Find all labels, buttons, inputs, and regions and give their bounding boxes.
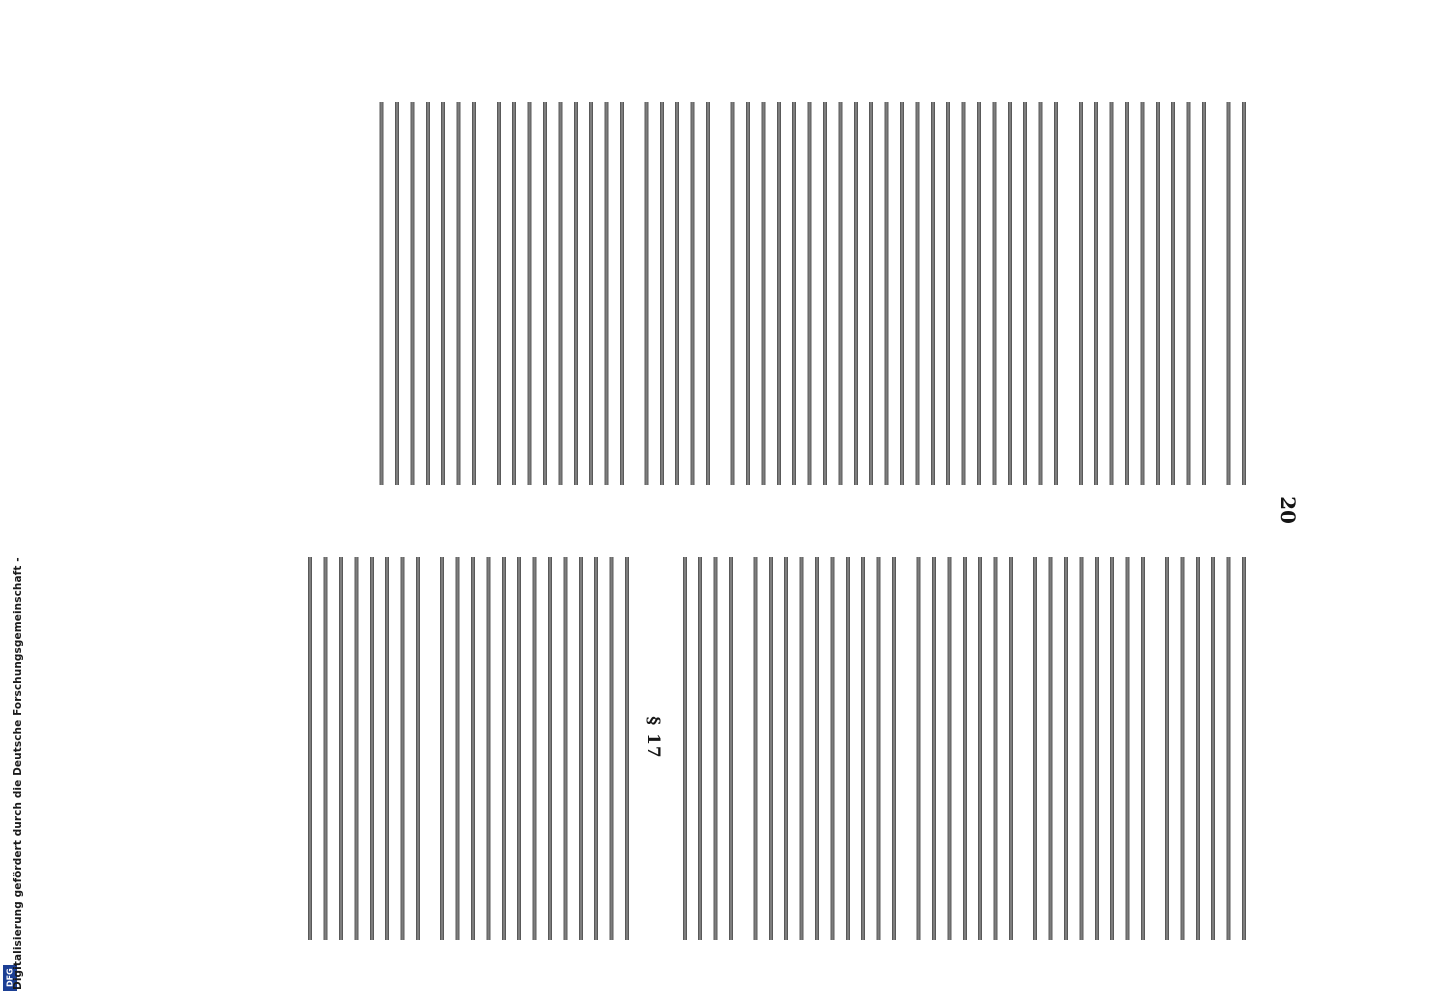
dfg-logo: DFG [3, 965, 17, 991]
funding-strip [0, 0, 22, 1000]
paragraph [1026, 535, 1149, 940]
left-column [130, 80, 1250, 485]
printed-text-lines [909, 535, 1017, 940]
printed-text-lines [1158, 535, 1250, 940]
rotated-page [112, 60, 1308, 960]
paragraph [909, 535, 1017, 940]
printed-text-lines [1071, 80, 1210, 485]
printed-text-lines [433, 535, 633, 940]
printed-text-lines [372, 80, 480, 485]
paragraph [746, 535, 900, 940]
printed-text-lines [1219, 80, 1250, 485]
section-heading: § 17 [643, 716, 663, 759]
paragraph [433, 535, 633, 940]
right-column [130, 535, 1250, 940]
paragraph [301, 535, 424, 940]
paragraph [1158, 535, 1250, 940]
paragraph [372, 80, 480, 485]
page-frame [112, 60, 1308, 960]
paragraph [1071, 80, 1210, 485]
printed-text-lines [746, 535, 900, 940]
printed-text-lines [675, 535, 737, 940]
printed-text-lines [723, 80, 1062, 485]
printed-text-lines [301, 535, 424, 940]
printed-text-lines [489, 80, 628, 485]
printed-text-lines [1026, 535, 1149, 940]
paragraph [723, 80, 1062, 485]
printed-text-lines [637, 80, 714, 485]
paragraph [637, 80, 714, 485]
paragraph [1219, 80, 1250, 485]
paragraph [675, 535, 737, 940]
page-number: 20 [1276, 496, 1300, 524]
paragraph [489, 80, 628, 485]
funding-note: Digitalisierung gefördert durch die Deutsche Forschungsgemeinschaft - [12, 557, 24, 990]
